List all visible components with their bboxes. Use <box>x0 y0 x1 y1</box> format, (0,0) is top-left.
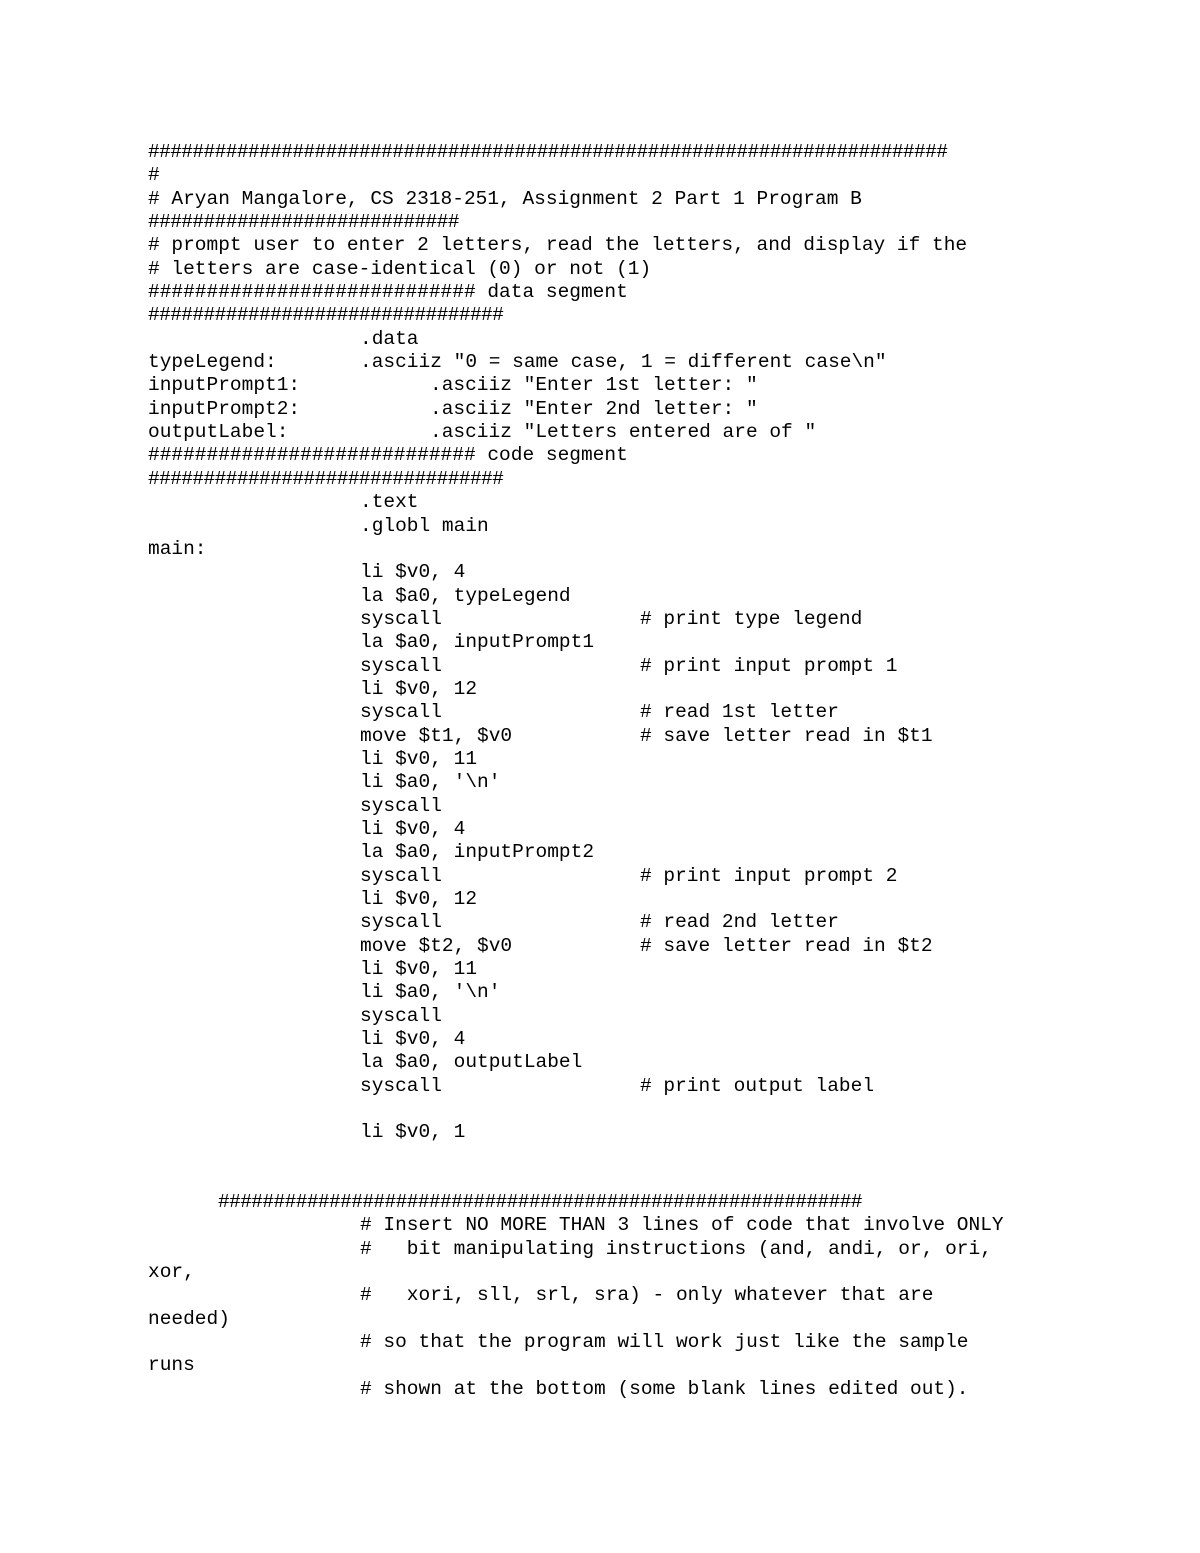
asciiz-directive: .asciiz "Enter 2nd letter: " <box>430 398 758 420</box>
instruction-line: la $a0, typeLegend <box>360 585 571 607</box>
directive-globl: .globl main <box>360 515 489 537</box>
instruction-line: li $a0, '\n' <box>360 981 501 1003</box>
instruction-line: syscall <box>360 1005 442 1027</box>
instruction-comment: # shown at the bottom (some blank lines edited out). <box>360 1378 969 1400</box>
separator-line: ################################ <box>148 468 504 490</box>
inline-comment: # save letter read in $t2 <box>640 935 933 957</box>
instruction-line: syscall <box>360 655 442 677</box>
instruction-line: li $v0, 4 <box>360 1028 466 1050</box>
inline-comment: # print input prompt 2 <box>640 865 898 887</box>
wrapped-comment-text: xor, <box>148 1261 195 1283</box>
inline-comment: # print type legend <box>640 608 863 630</box>
label-inputPrompt2: inputPrompt2: <box>148 398 301 420</box>
inline-comment: # read 1st letter <box>640 701 839 723</box>
label-typeLegend: typeLegend: <box>148 351 277 373</box>
instruction-line: move $t2, $v0 <box>360 935 513 957</box>
wrapped-comment-text: runs <box>148 1354 195 1376</box>
inline-comment: # save letter read in $t1 <box>640 725 933 747</box>
instruction-line: move $t1, $v0 <box>360 725 513 747</box>
instruction-line: syscall <box>360 701 442 723</box>
instruction-line: li $v0, 4 <box>360 818 466 840</box>
instruction-line: li $v0, 4 <box>360 561 466 583</box>
separator-line: ######################################################################## <box>148 141 948 163</box>
instruction-line: li $v0, 11 <box>360 748 478 770</box>
label-inputPrompt1: inputPrompt1: <box>148 374 301 396</box>
separator-line: ############################ <box>148 211 459 233</box>
code-segment-header: ############################ code segment <box>148 444 628 466</box>
description-comment: # prompt user to enter 2 letters, read the letters, and display if the <box>148 234 968 256</box>
instruction-line: li $a0, '\n' <box>360 771 501 793</box>
instruction-comment: # xori, sll, srl, sra) - only whatever that are <box>360 1284 934 1306</box>
instruction-line: syscall <box>360 911 442 933</box>
instruction-line: la $a0, inputPrompt1 <box>360 631 595 653</box>
wrapped-comment-text: needed) <box>148 1308 230 1330</box>
instruction-line: la $a0, inputPrompt2 <box>360 841 595 863</box>
directive-text: .text <box>360 491 419 513</box>
instruction-line: syscall <box>360 865 442 887</box>
instruction-line: la $a0, outputLabel <box>360 1051 583 1073</box>
instruction-comment: # bit manipulating instructions (and, andi, or, ori, <box>360 1238 992 1260</box>
instruction-line: li $v0, 1 <box>360 1121 466 1143</box>
instruction-line: syscall <box>360 795 442 817</box>
instruction-line: li $v0, 12 <box>360 888 478 910</box>
label-main: main: <box>148 538 207 560</box>
asciiz-directive: .asciiz "0 = same case, 1 = different case\n" <box>360 351 887 373</box>
asciiz-directive: .asciiz "Enter 1st letter: " <box>430 374 758 396</box>
inline-comment: # read 2nd letter <box>640 911 839 933</box>
description-comment: # letters are case-identical (0) or not (1) <box>148 258 652 280</box>
instruction-line: li $v0, 11 <box>360 958 478 980</box>
directive-data: .data <box>360 328 419 350</box>
instruction-line: syscall <box>360 1075 442 1097</box>
instruction-line: li $v0, 12 <box>360 678 478 700</box>
header-comment: # Aryan Mangalore, CS 2318-251, Assignment 2 Part 1 Program B <box>148 188 862 210</box>
comment-line: # <box>148 164 160 186</box>
asciiz-directive: .asciiz "Letters entered are of " <box>430 421 817 443</box>
label-outputLabel: outputLabel: <box>148 421 289 443</box>
inline-comment: # print input prompt 1 <box>640 655 898 677</box>
separator-line: ########################################################## <box>218 1191 862 1213</box>
instruction-comment: # Insert NO MORE THAN 3 lines of code that involve ONLY <box>360 1214 1004 1236</box>
instruction-line: syscall <box>360 608 442 630</box>
data-segment-header: ############################ data segment <box>148 281 628 303</box>
inline-comment: # print output label <box>640 1075 875 1097</box>
separator-line: ################################ <box>148 304 504 326</box>
instruction-comment: # so that the program will work just like the sample <box>360 1331 969 1353</box>
